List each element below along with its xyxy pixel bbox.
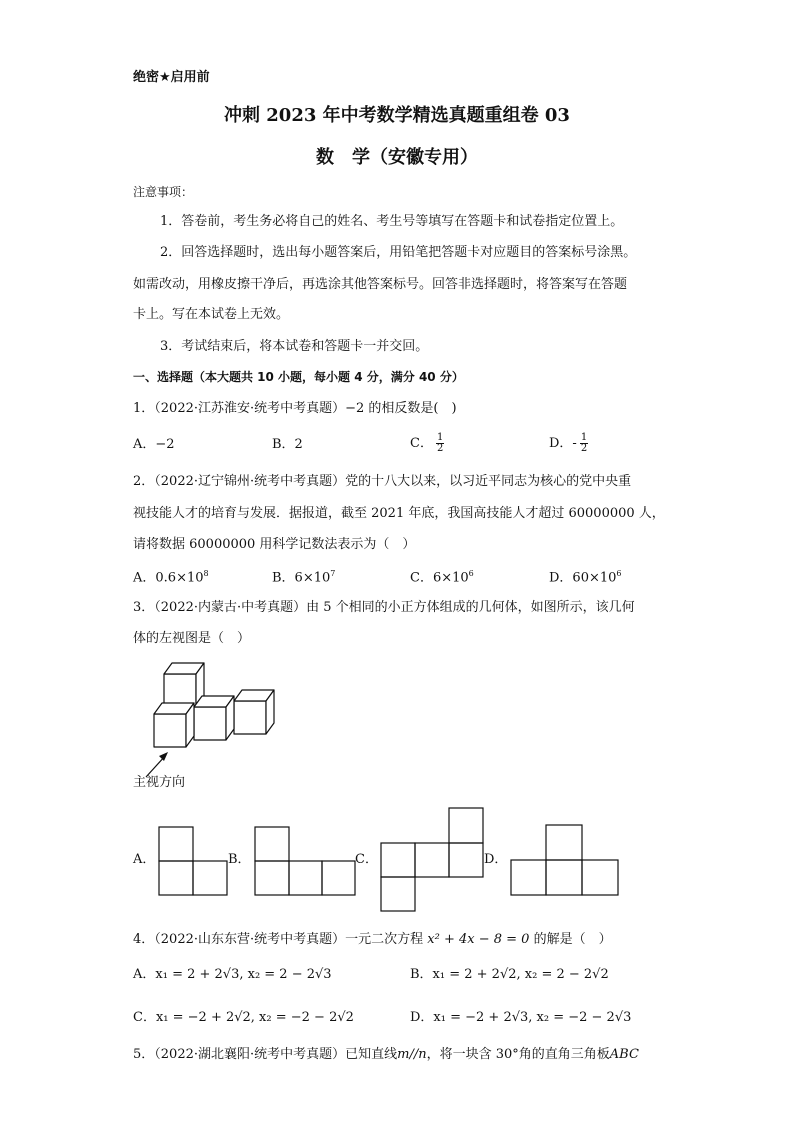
question-4-option-a: A．x₁ = 2 + 2√3, x₂ = 2 − 2√3 (133, 967, 332, 982)
view-direction-label: 主视方向 (133, 775, 186, 790)
option-c-label: C． (410, 436, 433, 451)
option-d-label: D．- (549, 436, 577, 451)
fraction-numerator: 1 (436, 432, 444, 443)
fraction-one-half (580, 433, 588, 454)
question-2-line-1: 2．（2022·辽宁锦州·统考中考真题）党的十八大以来，以习近平同志为核心的党中央重 (133, 474, 632, 489)
question-5-stem-mid: ，将一块含 30°角的直角三角板 (426, 1047, 610, 1062)
question-1-option-a: A．−2 (133, 437, 175, 452)
question-4-stem-suffix: 的解是（ ） (533, 932, 612, 947)
question-2-line-2: 视技能人才的培育与发展．据报道，截至 2021 年底，我国高技能人才超过 60000000 人， (133, 506, 665, 521)
option-c-exponent: 6 (468, 569, 474, 578)
question-4-option-b: B．x₁ = 2 + 2√2, x₂ = 2 − 2√2 (410, 967, 609, 982)
notes-item-2-line-2: 如需改动，用橡皮擦干净后，再选涂其他答案标号。回答非选择题时，将答案写在答题 (133, 277, 628, 292)
question-5-triangle: ABC (609, 1047, 639, 1062)
fraction-denominator: 2 (580, 443, 588, 454)
question-1-option-c (410, 433, 444, 454)
question-4-option-d: D．x₁ = −2 + 2√3, x₂ = −2 − 2√3 (410, 1010, 632, 1025)
question-2-option-b (272, 570, 335, 584)
question-1-stem: 1．（2022·江苏淮安·统考中考真题）−2 的相反数是( ) (133, 401, 457, 416)
option-a-view (158, 826, 228, 896)
question-2-line-3: 请将数据 60000000 用科学记数法表示为（ ） (133, 537, 416, 552)
option-c-base: C．6×10 (410, 570, 469, 586)
option-b-base: B．6×10 (272, 570, 331, 586)
fraction-one-half (436, 433, 444, 454)
question-5-stem-prefix: 5．（2022·湖北襄阳·统考中考真题）已知直线 (133, 1047, 398, 1062)
question-1-option-b: B．2 (272, 437, 303, 452)
exam-title: 冲刺 2023 年中考数学精选真题重组卷 03 (224, 105, 570, 126)
question-4-stem-prefix: 4．（2022·山东东营·统考中考真题）一元二次方程 (133, 932, 424, 947)
question-4-stem (133, 933, 612, 946)
option-d-view (510, 824, 620, 896)
option-b-view (254, 826, 356, 896)
option-b-exponent: 7 (330, 569, 336, 578)
question-4-option-c: C．x₁ = −2 + 2√2, x₂ = −2 − 2√2 (133, 1010, 354, 1025)
question-2-option-d (549, 570, 622, 584)
question-3-option-b-label: B． (228, 852, 251, 867)
question-1-option-d (549, 433, 588, 454)
exam-subtitle: 数 学（安徽专用） (316, 147, 478, 168)
option-d-base: D．60×10 (549, 570, 617, 586)
question-2-option-a (133, 570, 209, 584)
notes-heading: 注意事项： (133, 185, 194, 199)
question-3-option-a-label: A． (133, 852, 156, 867)
question-4-equation: x² + 4x − 8 = 0 (427, 932, 530, 947)
option-d-exponent: 6 (616, 569, 622, 578)
fraction-denominator: 2 (436, 443, 444, 454)
confidential-mark: 绝密★启用前 (133, 70, 210, 85)
notes-item-3: 3．考试结束后，将本试卷和答题卡一并交回。 (160, 339, 429, 354)
notes-item-2-line-3: 卡上。写在本试卷上无效。 (133, 307, 290, 322)
fraction-numerator: 1 (580, 432, 588, 443)
question-5-lines: m//n (397, 1047, 427, 1062)
question-3-line-1: 3．（2022·内蒙古·中考真题）由 5 个相同的小正方体组成的几何体，如图所示，该几何 (133, 600, 635, 615)
question-3-option-d-label: D． (484, 852, 508, 867)
question-3-line-2: 体的左视图是（ ） (133, 631, 251, 646)
question-3-option-c-label: C． (355, 852, 378, 867)
notes-item-1: 1．答卷前，考生务必将自己的姓名、考生号等填写在答题卡和试卷指定位置上。 (160, 214, 624, 229)
option-a-exponent: 8 (203, 569, 209, 578)
question-2-option-c (410, 570, 474, 584)
cube-solid-figure (140, 655, 290, 785)
question-5-stem (133, 1048, 639, 1061)
option-c-view (380, 807, 484, 913)
section-heading: 一、选择题（本大题共 10 小题，每小题 4 分，满分 40 分） (133, 370, 464, 384)
notes-item-2-line-1: 2．回答选择题时，选出每小题答案后，用铅笔把答题卡对应题目的答案标号涂黑。 (160, 245, 637, 260)
option-a-base: A．0.6×10 (133, 570, 204, 586)
